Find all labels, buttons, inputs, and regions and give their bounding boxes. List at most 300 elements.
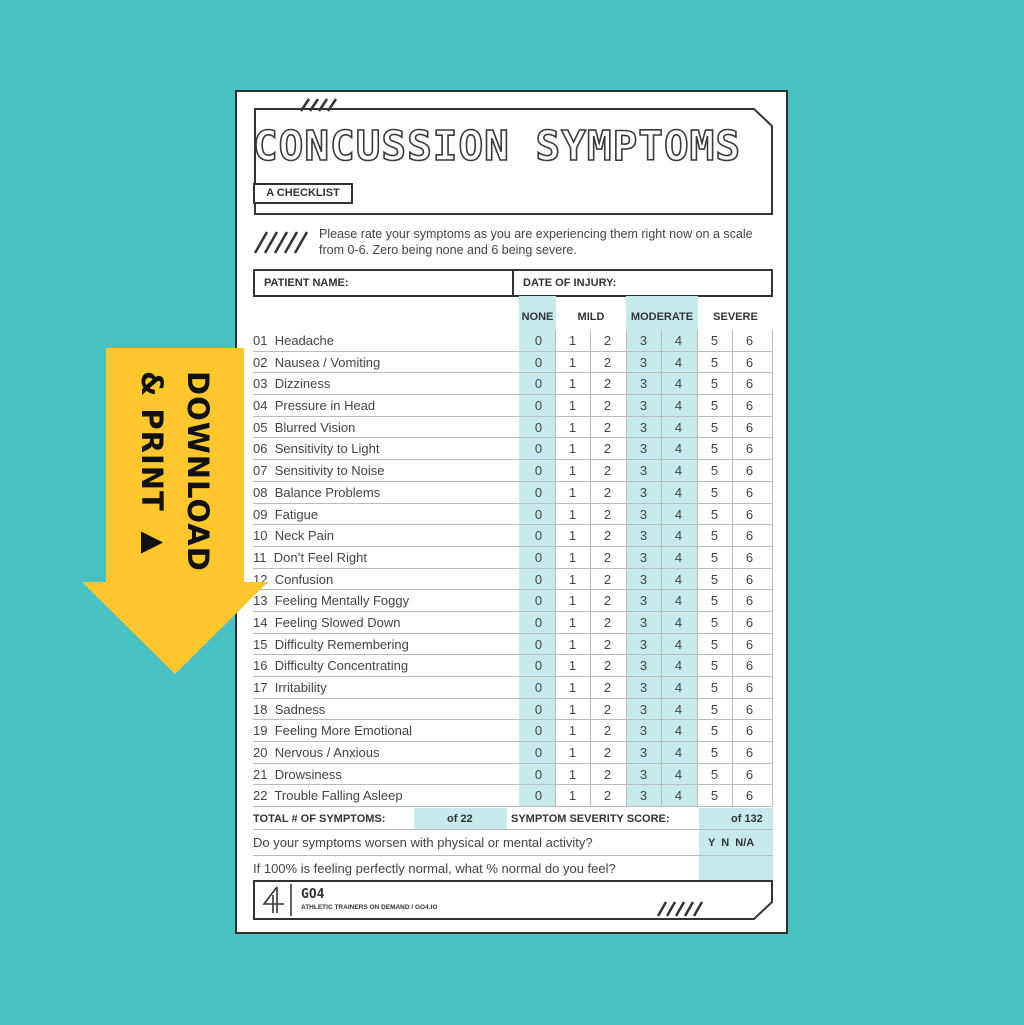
rating-option[interactable]: 2 — [603, 593, 612, 609]
rating-option[interactable]: 4 — [674, 701, 683, 717]
rating-option[interactable]: 0 — [534, 376, 543, 392]
rating-option[interactable]: 0 — [534, 766, 543, 782]
rating-option[interactable]: 0 — [534, 333, 543, 348]
cell-divider — [697, 590, 698, 611]
rating-option[interactable]: 2 — [603, 614, 612, 630]
rating-option[interactable]: 3 — [639, 354, 648, 370]
cell-divider — [590, 590, 591, 611]
rating-option[interactable]: 6 — [745, 463, 754, 479]
cell-divider — [626, 720, 627, 741]
rating-option[interactable]: 5 — [710, 593, 719, 609]
rating-option[interactable]: 6 — [745, 528, 754, 544]
cell-divider — [732, 590, 733, 611]
rating-option[interactable]: 2 — [603, 398, 612, 414]
rating-option[interactable]: 0 — [534, 354, 543, 370]
symptom-number: 05 — [253, 419, 268, 435]
rating-option[interactable]: 1 — [568, 680, 577, 695]
rating-option[interactable]: 6 — [745, 506, 754, 522]
rating-option[interactable]: 5 — [710, 636, 719, 652]
rating-option[interactable]: 2 — [603, 571, 612, 587]
rating-option[interactable]: 6 — [745, 484, 754, 500]
severity-score-of: of 132 — [731, 813, 763, 825]
rating-option[interactable]: 5 — [710, 506, 719, 522]
rating-option[interactable]: 1 — [568, 506, 577, 522]
rating-option[interactable]: 0 — [534, 614, 543, 630]
rating-option[interactable]: 4 — [674, 333, 683, 348]
scale-categories — [237, 304, 786, 330]
cell-divider — [772, 395, 773, 416]
symptom-number: 19 — [253, 723, 268, 739]
rating-option[interactable]: 3 — [639, 593, 648, 609]
cell-divider — [661, 634, 662, 655]
symptom-name: Sadness — [274, 701, 326, 717]
symptom-name: Headache — [274, 333, 334, 348]
cell-divider — [697, 677, 698, 698]
patient-info-row — [253, 269, 773, 297]
rating-option[interactable]: 5 — [710, 484, 719, 500]
cell-divider — [590, 634, 591, 655]
rating-option[interactable]: 1 — [568, 593, 577, 609]
cell-divider — [732, 438, 733, 459]
symptom-row — [253, 525, 773, 547]
rating-option[interactable]: 0 — [534, 441, 543, 457]
cell-divider — [626, 438, 627, 459]
symptom-number: 12 — [253, 571, 268, 587]
cell-divider — [697, 569, 698, 590]
rating-option[interactable]: 4 — [674, 593, 683, 609]
symptom-name: Difficulty Remembering — [274, 636, 409, 652]
cell-divider — [590, 438, 591, 459]
symptom-name: Pressure in Head — [274, 398, 376, 414]
rating-option[interactable]: 3 — [639, 549, 648, 565]
symptom-row — [253, 677, 773, 699]
rating-option[interactable]: 3 — [639, 506, 648, 522]
rating-option[interactable]: 6 — [745, 333, 754, 348]
rating-option[interactable]: 3 — [639, 701, 648, 717]
rating-option[interactable]: 3 — [639, 636, 648, 652]
rating-option[interactable]: 3 — [639, 766, 648, 782]
rating-option[interactable]: 0 — [534, 745, 543, 761]
rating-option[interactable]: 1 — [568, 528, 577, 544]
rating-option[interactable]: 4 — [674, 614, 683, 630]
symptom-row — [253, 590, 773, 612]
cell-divider — [555, 742, 556, 763]
symptom-row — [253, 330, 773, 352]
activity-options[interactable]: Y N N/A — [708, 837, 755, 849]
rating-option[interactable]: 6 — [745, 680, 754, 695]
rating-option[interactable]: 3 — [639, 571, 648, 587]
rating-option[interactable]: 6 — [745, 441, 754, 457]
cell-divider — [697, 720, 698, 741]
hatch-decoration-instructions — [253, 230, 311, 254]
rating-option[interactable]: 2 — [603, 658, 612, 674]
symptom-number: 21 — [253, 766, 268, 782]
rating-option[interactable]: 6 — [745, 636, 754, 652]
rating-option[interactable]: 0 — [534, 658, 543, 674]
cell-divider — [661, 612, 662, 633]
symptom-name: Feeling More Emotional — [274, 723, 412, 739]
rating-option[interactable]: 6 — [745, 549, 754, 565]
symptom-row — [253, 504, 773, 526]
rating-option[interactable]: 6 — [745, 376, 754, 392]
symptom-row — [253, 482, 773, 504]
cell-divider — [661, 677, 662, 698]
rating-option[interactable]: 2 — [603, 701, 612, 717]
rating-option[interactable]: 0 — [534, 680, 543, 695]
rating-option[interactable]: 4 — [674, 484, 683, 500]
rating-option[interactable]: 5 — [710, 333, 719, 348]
rating-option[interactable]: 4 — [674, 636, 683, 652]
symptom-number: 14 — [253, 614, 268, 630]
cell-divider — [732, 677, 733, 698]
rating-option[interactable]: 6 — [745, 593, 754, 609]
rating-option[interactable]: 2 — [603, 788, 612, 804]
symptom-row — [253, 785, 773, 807]
cell-divider — [590, 677, 591, 698]
symptom-number: 17 — [253, 680, 268, 695]
rating-option[interactable]: 6 — [745, 788, 754, 804]
rating-option[interactable]: 2 — [603, 506, 612, 522]
symptom-row — [253, 395, 773, 417]
rating-option[interactable]: 3 — [639, 398, 648, 414]
rating-option[interactable]: 5 — [710, 766, 719, 782]
rating-option[interactable]: 6 — [745, 571, 754, 587]
symptom-name: Drowsiness — [274, 766, 342, 782]
cell-divider — [590, 569, 591, 590]
rating-option[interactable]: 0 — [534, 788, 543, 804]
rating-option[interactable]: 4 — [674, 658, 683, 674]
cell-divider — [661, 525, 662, 546]
rating-option[interactable]: 2 — [603, 333, 612, 348]
rating-option[interactable]: 6 — [745, 419, 754, 435]
rating-option[interactable]: 0 — [534, 484, 543, 500]
rating-option[interactable]: 3 — [639, 528, 648, 544]
symptom-name: Blurred Vision — [274, 419, 356, 435]
symptom-label — [253, 785, 403, 806]
rating-option[interactable]: 4 — [674, 419, 683, 435]
rating-option[interactable]: 3 — [639, 484, 648, 500]
symptom-label — [253, 720, 412, 741]
cell-divider — [590, 699, 591, 720]
cell-divider — [661, 742, 662, 763]
cell-divider — [772, 677, 773, 698]
rating-option[interactable]: 6 — [745, 398, 754, 414]
rating-option[interactable]: 5 — [710, 745, 719, 761]
symptom-name: Sensitivity to Light — [274, 441, 380, 457]
rating-option[interactable]: 1 — [568, 484, 577, 500]
cell-divider — [626, 677, 627, 698]
rating-option[interactable]: 1 — [568, 549, 577, 565]
rating-option[interactable]: 5 — [710, 549, 719, 565]
cell-divider — [772, 330, 773, 351]
rating-option[interactable]: 2 — [603, 484, 612, 500]
rating-option[interactable]: 6 — [745, 354, 754, 370]
rating-option[interactable]: 5 — [710, 419, 719, 435]
cell-divider — [661, 785, 662, 806]
rating-option[interactable]: 4 — [674, 398, 683, 414]
cell-divider — [626, 655, 627, 676]
cell-divider — [697, 417, 698, 438]
rating-option[interactable]: 2 — [603, 636, 612, 652]
cell-divider — [661, 482, 662, 503]
patient-name-field[interactable]: PATIENT NAME: — [264, 277, 349, 289]
rating-option[interactable]: 1 — [568, 766, 577, 782]
symptom-label — [253, 482, 380, 503]
rating-option[interactable]: 5 — [710, 398, 719, 414]
rating-option[interactable]: 4 — [674, 528, 683, 544]
symptom-name: Confusion — [274, 571, 334, 587]
rating-option[interactable]: 4 — [674, 680, 683, 695]
symptom-row — [253, 438, 773, 460]
rating-option[interactable]: 4 — [674, 441, 683, 457]
rating-option[interactable]: 2 — [603, 680, 612, 695]
rating-option[interactable]: 0 — [534, 549, 543, 565]
cell-divider — [661, 330, 662, 351]
cell-divider — [590, 655, 591, 676]
rating-option[interactable]: 5 — [710, 441, 719, 457]
rating-option[interactable]: 3 — [639, 333, 648, 348]
rating-option[interactable]: 0 — [534, 398, 543, 414]
cell-divider — [555, 590, 556, 611]
download-print-label[interactable] — [128, 371, 224, 581]
cell-divider — [772, 699, 773, 720]
cell-divider — [626, 395, 627, 416]
hatch-decoration — [299, 98, 349, 112]
symptom-row — [253, 655, 773, 677]
cell-divider — [626, 785, 627, 806]
cell-divider — [772, 634, 773, 655]
rating-option[interactable]: 1 — [568, 701, 577, 717]
rating-option[interactable]: 4 — [674, 506, 683, 522]
cell-divider — [772, 352, 773, 373]
cell-divider — [555, 482, 556, 503]
rating-option[interactable]: 4 — [674, 463, 683, 479]
percent-question-row — [253, 856, 773, 882]
cell-divider — [772, 785, 773, 806]
rating-option[interactable]: 3 — [639, 614, 648, 630]
rating-option[interactable]: 4 — [674, 745, 683, 761]
rating-option[interactable]: 5 — [710, 788, 719, 804]
symptom-label — [253, 460, 385, 481]
cell-divider — [732, 504, 733, 525]
date-of-injury-field[interactable]: DATE OF INJURY: — [512, 271, 771, 295]
cell-divider — [772, 569, 773, 590]
cell-divider — [590, 547, 591, 568]
cell-divider — [626, 764, 627, 785]
symptom-number: 06 — [253, 441, 268, 457]
rating-option[interactable]: 2 — [603, 723, 612, 739]
rating-option[interactable]: 0 — [534, 528, 543, 544]
rating-option[interactable]: 4 — [674, 723, 683, 739]
symptom-name: Nausea / Vomiting — [274, 354, 381, 370]
rating-option[interactable]: 3 — [639, 723, 648, 739]
rating-option[interactable]: 1 — [568, 419, 577, 435]
cell-divider — [732, 720, 733, 741]
rating-option[interactable]: 2 — [603, 766, 612, 782]
brand-tagline: ATHLETIC TRAINERS ON DEMAND / GO4.IO — [301, 904, 438, 911]
cell-divider — [697, 438, 698, 459]
cell-divider — [590, 373, 591, 394]
rating-option[interactable]: 1 — [568, 354, 577, 370]
symptom-label — [253, 655, 408, 676]
rating-option[interactable]: 2 — [603, 549, 612, 565]
cell-divider — [555, 655, 556, 676]
symptom-name: Don’t Feel Right — [273, 549, 367, 565]
rating-option[interactable]: 2 — [603, 528, 612, 544]
rating-option[interactable]: 2 — [603, 419, 612, 435]
rating-option[interactable]: 4 — [674, 354, 683, 370]
symptom-number: 15 — [253, 636, 268, 652]
cell-divider — [555, 720, 556, 741]
rating-option[interactable]: 3 — [639, 376, 648, 392]
rating-option[interactable]: 2 — [603, 354, 612, 370]
cell-divider — [732, 525, 733, 546]
rating-option[interactable]: 5 — [710, 723, 719, 739]
rating-option[interactable]: 0 — [534, 419, 543, 435]
rating-option[interactable]: 1 — [568, 788, 577, 804]
symptom-number: 10 — [253, 528, 268, 544]
cell-divider — [590, 482, 591, 503]
symptom-number: 20 — [253, 745, 268, 761]
cell-divider — [661, 655, 662, 676]
cell-divider — [697, 699, 698, 720]
cell-divider — [732, 634, 733, 655]
cell-divider — [626, 547, 627, 568]
rating-option[interactable]: 5 — [710, 528, 719, 544]
cell-divider — [555, 699, 556, 720]
cell-divider — [555, 417, 556, 438]
symptom-label — [253, 352, 380, 373]
rating-option[interactable]: 5 — [710, 354, 719, 370]
cell-divider — [772, 742, 773, 763]
cell-divider — [697, 525, 698, 546]
cell-divider — [772, 417, 773, 438]
rating-option[interactable]: 1 — [568, 463, 577, 479]
rating-option[interactable]: 0 — [534, 593, 543, 609]
activity-question: Do your symptoms worsen with physical or mental activity? — [253, 835, 593, 850]
rating-option[interactable]: 6 — [745, 745, 754, 761]
rating-option[interactable]: 1 — [568, 658, 577, 674]
symptom-label — [253, 417, 355, 438]
cell-divider — [732, 460, 733, 481]
rating-option[interactable]: 5 — [710, 701, 719, 717]
cell-divider — [626, 417, 627, 438]
cell-divider — [697, 395, 698, 416]
cell-divider — [732, 547, 733, 568]
cell-divider — [626, 504, 627, 525]
rating-option[interactable]: 1 — [568, 636, 577, 652]
rating-option[interactable]: 1 — [568, 745, 577, 761]
rating-option[interactable]: 4 — [674, 376, 683, 392]
cell-divider — [590, 417, 591, 438]
cell-divider — [697, 634, 698, 655]
symptom-label — [253, 742, 379, 763]
rating-option[interactable]: 0 — [534, 723, 543, 739]
cell-divider — [555, 547, 556, 568]
rating-option[interactable]: 5 — [710, 463, 719, 479]
rating-option[interactable]: 3 — [639, 680, 648, 695]
rating-option[interactable]: 4 — [674, 766, 683, 782]
rating-option[interactable]: 5 — [710, 376, 719, 392]
symptom-number: 18 — [253, 701, 268, 717]
cell-divider — [626, 742, 627, 763]
rating-option[interactable]: 6 — [745, 723, 754, 739]
rating-option[interactable]: 1 — [568, 441, 577, 457]
rating-option[interactable]: 3 — [639, 788, 648, 804]
rating-option[interactable]: 4 — [674, 788, 683, 804]
cell-divider — [772, 655, 773, 676]
cell-divider — [732, 373, 733, 394]
activity-question-row — [253, 830, 773, 856]
rating-option[interactable]: 6 — [745, 614, 754, 630]
rating-option[interactable]: 5 — [710, 658, 719, 674]
rating-option[interactable]: 2 — [603, 441, 612, 457]
print-text: & PRINT ▶ — [135, 371, 169, 558]
cell-divider — [590, 504, 591, 525]
cell-divider — [626, 373, 627, 394]
symptom-label — [253, 395, 375, 416]
rating-option[interactable]: 4 — [674, 549, 683, 565]
cell-divider — [661, 504, 662, 525]
rating-option[interactable]: 3 — [639, 463, 648, 479]
rating-option[interactable]: 6 — [745, 766, 754, 782]
rating-option[interactable]: 3 — [639, 419, 648, 435]
rating-option[interactable]: 0 — [534, 463, 543, 479]
cell-divider — [661, 395, 662, 416]
cell-divider — [697, 330, 698, 351]
rating-option[interactable]: 6 — [745, 701, 754, 717]
rating-option[interactable]: 1 — [568, 398, 577, 414]
cell-divider — [697, 742, 698, 763]
page-title: CONCUSSION SYMPTOMS — [253, 122, 741, 170]
rating-option[interactable]: 1 — [568, 571, 577, 587]
cell-divider — [772, 482, 773, 503]
rating-option[interactable]: 1 — [568, 614, 577, 630]
brand-name: GO4 — [301, 887, 325, 902]
rating-option[interactable]: 0 — [534, 571, 543, 587]
cell-divider — [732, 612, 733, 633]
rating-option[interactable]: 6 — [745, 658, 754, 674]
rating-option[interactable]: 0 — [534, 701, 543, 717]
rating-option[interactable]: 3 — [639, 441, 648, 457]
rating-option[interactable]: 1 — [568, 376, 577, 392]
rating-option[interactable]: 0 — [534, 506, 543, 522]
cell-divider — [661, 547, 662, 568]
cell-divider — [732, 417, 733, 438]
rating-option[interactable]: 4 — [674, 571, 683, 587]
cell-divider — [626, 482, 627, 503]
rating-option[interactable]: 2 — [603, 745, 612, 761]
rating-option[interactable]: 5 — [710, 571, 719, 587]
symptom-number: 01 — [253, 333, 268, 348]
rating-option[interactable]: 2 — [603, 463, 612, 479]
cell-divider — [626, 590, 627, 611]
rating-option[interactable]: 1 — [568, 333, 577, 348]
cell-divider — [555, 569, 556, 590]
rating-option[interactable]: 0 — [534, 636, 543, 652]
cell-divider — [772, 438, 773, 459]
rating-option[interactable]: 2 — [603, 376, 612, 392]
cell-divider — [732, 395, 733, 416]
cell-divider — [772, 764, 773, 785]
rating-option[interactable]: 1 — [568, 723, 577, 739]
rating-option[interactable]: 3 — [639, 745, 648, 761]
cell-divider — [697, 482, 698, 503]
rating-option[interactable]: 3 — [639, 658, 648, 674]
symptom-number: 11 — [253, 549, 267, 565]
rating-option[interactable]: 5 — [710, 614, 719, 630]
rating-option[interactable]: 5 — [710, 680, 719, 695]
